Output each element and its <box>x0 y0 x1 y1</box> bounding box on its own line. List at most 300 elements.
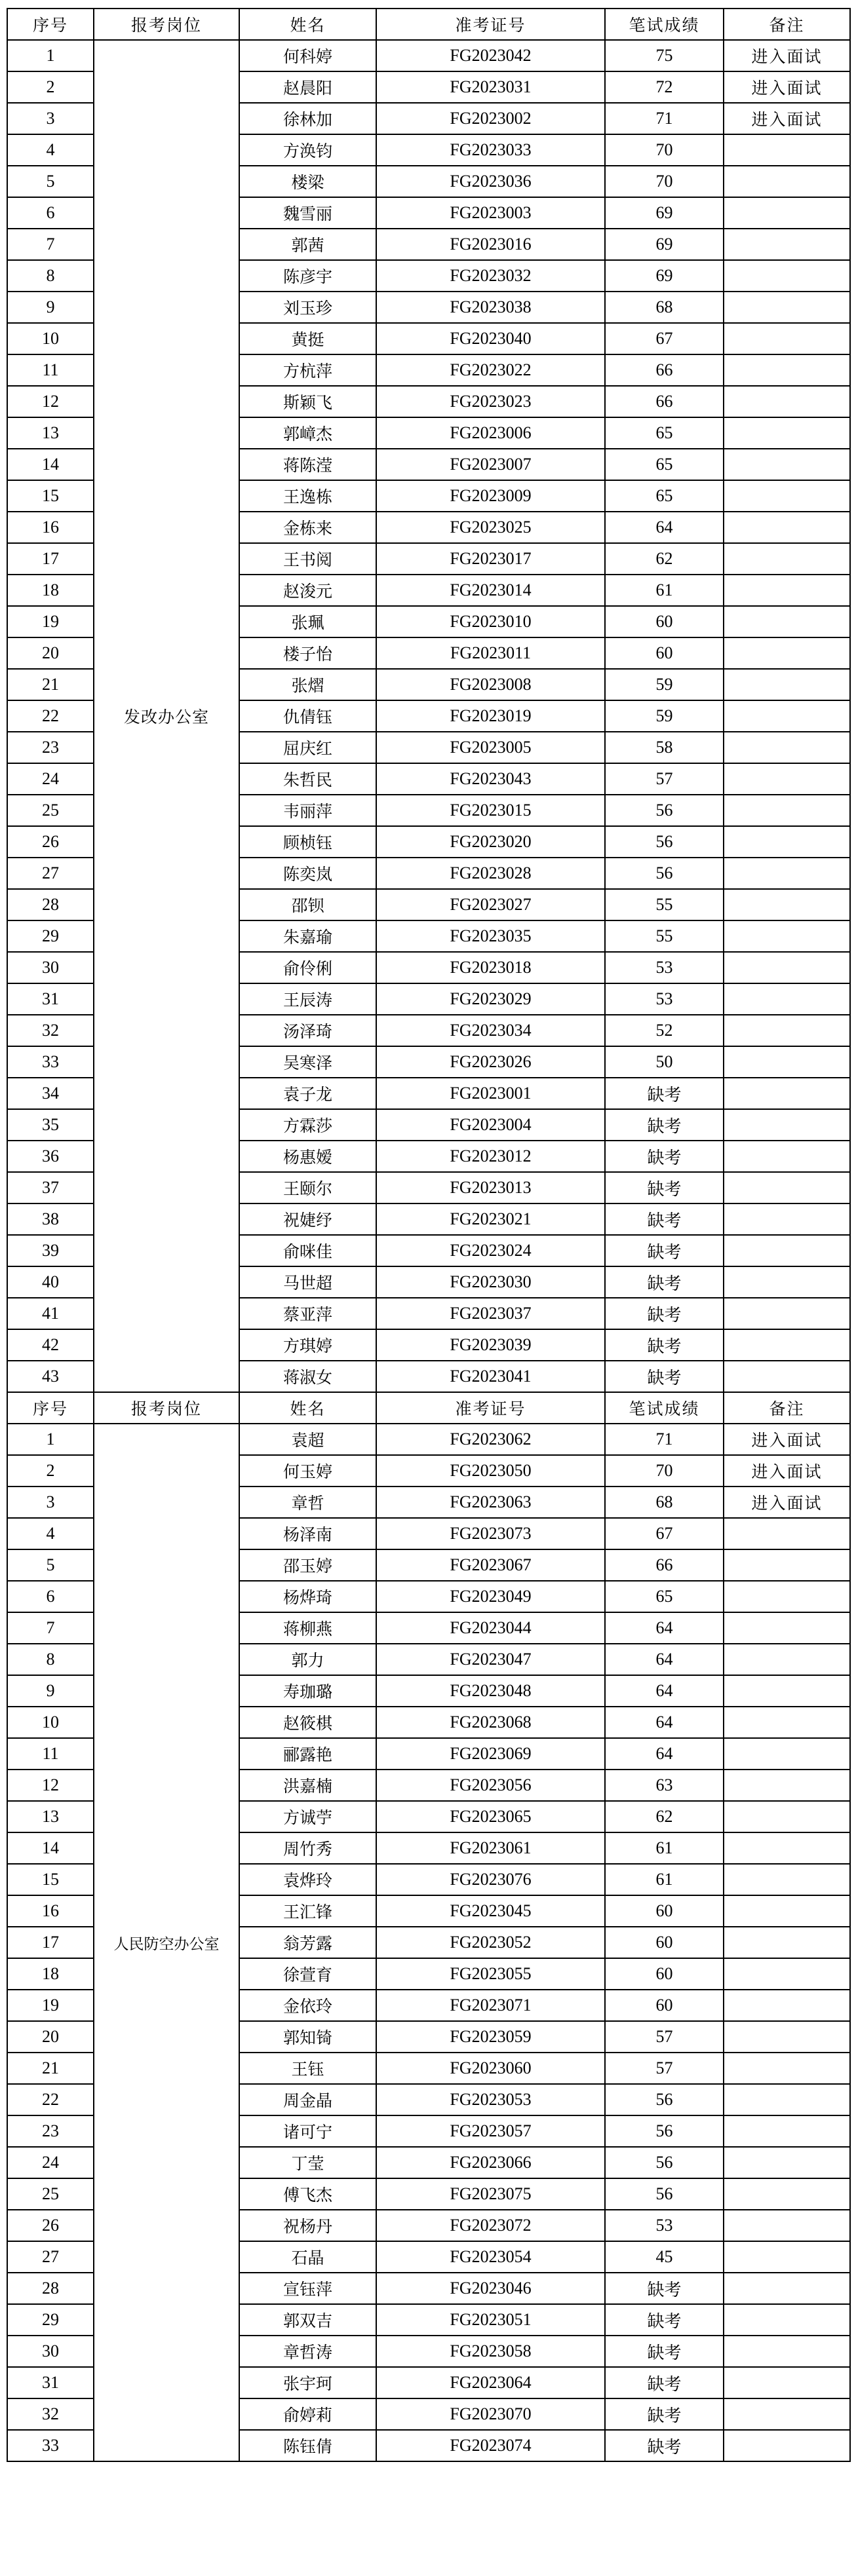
candidate-name-cell: 方琪婷 <box>239 1329 376 1361</box>
admission-id-cell: FG2023035 <box>376 920 605 952</box>
admission-id-cell: FG2023004 <box>376 1109 605 1141</box>
candidate-name-cell: 郭力 <box>239 1644 376 1675</box>
serial-no-cell: 32 <box>7 1015 94 1046</box>
remarks-cell <box>724 2084 850 2115</box>
written-score-cell: 64 <box>605 1707 724 1738</box>
post-cell: 发改办公室 <box>94 40 239 1392</box>
serial-no-cell: 35 <box>7 1109 94 1141</box>
serial-no-cell: 24 <box>7 2147 94 2178</box>
admission-id-cell: FG2023073 <box>376 1518 605 1549</box>
remarks-cell: 进入面试 <box>724 103 850 134</box>
admission-id-cell: FG2023042 <box>376 40 605 71</box>
remarks-cell <box>724 575 850 606</box>
written-score-cell: 缺考 <box>605 1203 724 1235</box>
written-score-cell: 53 <box>605 2210 724 2241</box>
candidate-name-cell: 张宇珂 <box>239 2367 376 2398</box>
written-score-cell: 61 <box>605 575 724 606</box>
admission-id-cell: FG2023040 <box>376 323 605 354</box>
admission-id-cell: FG2023003 <box>376 197 605 229</box>
written-score-cell: 72 <box>605 71 724 103</box>
remarks-cell <box>724 1990 850 2021</box>
remarks-cell <box>724 1203 850 1235</box>
serial-no-cell: 14 <box>7 1832 94 1864</box>
admission-id-cell: FG2023072 <box>376 2210 605 2241</box>
written-score-cell: 缺考 <box>605 1329 724 1361</box>
header-admission-id: 准考证号 <box>376 9 605 40</box>
candidate-name-cell: 吴寒泽 <box>239 1046 376 1078</box>
admission-id-cell: FG2023044 <box>376 1612 605 1644</box>
candidate-name-cell: 仇倩钰 <box>239 700 376 732</box>
written-score-cell: 缺考 <box>605 2273 724 2304</box>
written-score-cell: 71 <box>605 1424 724 1455</box>
written-score-cell: 65 <box>605 480 724 512</box>
remarks-cell <box>724 983 850 1015</box>
written-score-cell: 60 <box>605 637 724 669</box>
serial-no-cell: 8 <box>7 260 94 292</box>
written-score-cell: 53 <box>605 952 724 983</box>
remarks-cell <box>724 1266 850 1298</box>
serial-no-cell: 29 <box>7 920 94 952</box>
serial-no-cell: 31 <box>7 983 94 1015</box>
remarks-cell <box>724 1864 850 1895</box>
admission-id-cell: FG2023005 <box>376 732 605 763</box>
candidate-name-cell: 蔡亚萍 <box>239 1298 376 1329</box>
candidate-name-cell: 朱哲民 <box>239 763 376 795</box>
admission-id-cell: FG2023010 <box>376 606 605 637</box>
candidate-name-cell: 韦丽萍 <box>239 795 376 826</box>
admission-id-cell: FG2023017 <box>376 543 605 575</box>
candidate-name-cell: 章哲 <box>239 1487 376 1518</box>
serial-no-cell: 25 <box>7 795 94 826</box>
written-score-cell: 55 <box>605 920 724 952</box>
remarks-cell <box>724 2115 850 2147</box>
remarks-cell <box>724 1644 850 1675</box>
remarks-cell <box>724 1832 850 1864</box>
admission-id-cell: FG2023070 <box>376 2398 605 2430</box>
admission-id-cell: FG2023007 <box>376 449 605 480</box>
serial-no-cell: 21 <box>7 669 94 700</box>
serial-no-cell: 7 <box>7 1612 94 1644</box>
written-score-cell: 57 <box>605 763 724 795</box>
candidate-name-cell: 魏雪丽 <box>239 197 376 229</box>
remarks-cell <box>724 166 850 197</box>
admission-id-cell: FG2023006 <box>376 417 605 449</box>
post-cell: 人民防空办公室 <box>94 1424 239 2461</box>
remarks-cell <box>724 2367 850 2398</box>
remarks-cell <box>724 1078 850 1109</box>
candidate-name-cell: 汤泽琦 <box>239 1015 376 1046</box>
admission-id-cell: FG2023036 <box>376 166 605 197</box>
serial-no-cell: 36 <box>7 1141 94 1172</box>
table-row <box>7 40 850 71</box>
written-score-cell: 缺考 <box>605 1172 724 1203</box>
serial-no-cell: 8 <box>7 1644 94 1675</box>
remarks-cell <box>724 2147 850 2178</box>
remarks-cell <box>724 1927 850 1958</box>
candidate-name-cell: 赵晨阳 <box>239 71 376 103</box>
serial-no-cell: 27 <box>7 858 94 889</box>
serial-no-cell: 1 <box>7 1424 94 1455</box>
remarks-cell <box>724 417 850 449</box>
written-score-cell: 60 <box>605 1958 724 1990</box>
serial-no-cell: 32 <box>7 2398 94 2430</box>
written-score-cell: 66 <box>605 354 724 386</box>
admission-id-cell: FG2023024 <box>376 1235 605 1266</box>
candidate-name-cell: 周竹秀 <box>239 1832 376 1864</box>
written-score-cell: 65 <box>605 449 724 480</box>
candidate-name-cell: 马世超 <box>239 1266 376 1298</box>
remarks-cell <box>724 1298 850 1329</box>
admission-id-cell: FG2023068 <box>376 1707 605 1738</box>
candidate-name-cell: 蒋淑女 <box>239 1361 376 1392</box>
serial-no-cell: 1 <box>7 40 94 71</box>
written-score-cell: 70 <box>605 166 724 197</box>
remarks-cell <box>724 386 850 417</box>
admission-id-cell: FG2023008 <box>376 669 605 700</box>
serial-no-cell: 21 <box>7 2053 94 2084</box>
written-score-cell: 缺考 <box>605 2430 724 2461</box>
candidate-name-cell: 章哲涛 <box>239 2336 376 2367</box>
remarks-cell <box>724 1235 850 1266</box>
admission-id-cell: FG2023055 <box>376 1958 605 1990</box>
candidate-name-cell: 石晶 <box>239 2241 376 2273</box>
candidate-name-cell: 赵筱棋 <box>239 1707 376 1738</box>
admission-id-cell: FG2023011 <box>376 637 605 669</box>
remarks-cell <box>724 1675 850 1707</box>
remarks-cell <box>724 2336 850 2367</box>
serial-no-cell: 11 <box>7 354 94 386</box>
serial-no-cell: 19 <box>7 1990 94 2021</box>
serial-no-cell: 2 <box>7 1455 94 1487</box>
remarks-cell <box>724 1015 850 1046</box>
remarks-cell <box>724 2398 850 2430</box>
written-score-cell: 50 <box>605 1046 724 1078</box>
remarks-cell <box>724 2273 850 2304</box>
results-table-body <box>7 9 850 2461</box>
remarks-cell <box>724 1581 850 1612</box>
written-score-cell: 缺考 <box>605 2336 724 2367</box>
candidate-name-cell: 方诚苧 <box>239 1801 376 1832</box>
serial-no-cell: 15 <box>7 1864 94 1895</box>
candidate-name-cell: 金依玲 <box>239 1990 376 2021</box>
remarks-cell <box>724 512 850 543</box>
written-score-cell: 70 <box>605 134 724 166</box>
candidate-name-cell: 王钰 <box>239 2053 376 2084</box>
candidate-name-cell: 方杭萍 <box>239 354 376 386</box>
serial-no-cell: 26 <box>7 2210 94 2241</box>
serial-no-cell: 33 <box>7 2430 94 2461</box>
admission-id-cell: FG2023058 <box>376 2336 605 2367</box>
serial-no-cell: 5 <box>7 166 94 197</box>
admission-id-cell: FG2023034 <box>376 1015 605 1046</box>
remarks-cell <box>724 1329 850 1361</box>
written-score-cell: 缺考 <box>605 2398 724 2430</box>
remarks-cell <box>724 1895 850 1927</box>
header-post: 报考岗位 <box>94 1392 239 1424</box>
candidate-name-cell: 丁莹 <box>239 2147 376 2178</box>
serial-no-cell: 28 <box>7 2273 94 2304</box>
written-score-cell: 75 <box>605 40 724 71</box>
admission-id-cell: FG2023021 <box>376 1203 605 1235</box>
remarks-cell <box>724 480 850 512</box>
serial-no-cell: 13 <box>7 417 94 449</box>
admission-id-cell: FG2023022 <box>376 354 605 386</box>
remarks-cell <box>724 2430 850 2461</box>
serial-no-cell: 3 <box>7 103 94 134</box>
admission-id-cell: FG2023012 <box>376 1141 605 1172</box>
serial-no-cell: 19 <box>7 606 94 637</box>
serial-no-cell: 3 <box>7 1487 94 1518</box>
serial-no-cell: 16 <box>7 1895 94 1927</box>
candidate-name-cell: 祝杨丹 <box>239 2210 376 2241</box>
remarks-cell <box>724 2178 850 2210</box>
remarks-cell <box>724 449 850 480</box>
admission-id-cell: FG2023061 <box>376 1832 605 1864</box>
candidate-name-cell: 郭嶂杰 <box>239 417 376 449</box>
admission-id-cell: FG2023076 <box>376 1864 605 1895</box>
admission-id-cell: FG2023053 <box>376 2084 605 2115</box>
written-score-cell: 缺考 <box>605 1078 724 1109</box>
candidate-name-cell: 屈庆红 <box>239 732 376 763</box>
admission-id-cell: FG2023057 <box>376 2115 605 2147</box>
admission-id-cell: FG2023023 <box>376 386 605 417</box>
admission-id-cell: FG2023060 <box>376 2053 605 2084</box>
candidate-name-cell: 何玉婷 <box>239 1455 376 1487</box>
serial-no-cell: 20 <box>7 2021 94 2053</box>
written-score-cell: 71 <box>605 103 724 134</box>
written-score-cell: 59 <box>605 700 724 732</box>
admission-id-cell: FG2023059 <box>376 2021 605 2053</box>
remarks-cell <box>724 1958 850 1990</box>
candidate-name-cell: 顾桢钰 <box>239 826 376 858</box>
candidate-name-cell: 金栋来 <box>239 512 376 543</box>
candidate-name-cell: 袁超 <box>239 1424 376 1455</box>
candidate-name-cell: 朱嘉瑜 <box>239 920 376 952</box>
written-score-cell: 64 <box>605 1675 724 1707</box>
candidate-name-cell: 周金晶 <box>239 2084 376 2115</box>
table-header-row <box>7 9 850 40</box>
admission-id-cell: FG2023051 <box>376 2304 605 2336</box>
admission-id-cell: FG2023054 <box>376 2241 605 2273</box>
written-score-cell: 56 <box>605 2084 724 2115</box>
candidate-name-cell: 王颐尔 <box>239 1172 376 1203</box>
written-score-cell: 65 <box>605 1581 724 1612</box>
remarks-cell <box>724 2210 850 2241</box>
candidate-name-cell: 张熠 <box>239 669 376 700</box>
exam-results-table <box>7 8 851 2462</box>
remarks-cell <box>724 700 850 732</box>
remarks-cell <box>724 292 850 323</box>
admission-id-cell: FG2023026 <box>376 1046 605 1078</box>
admission-id-cell: FG2023043 <box>376 763 605 795</box>
admission-id-cell: FG2023001 <box>376 1078 605 1109</box>
candidate-name-cell: 俞婷莉 <box>239 2398 376 2430</box>
written-score-cell: 58 <box>605 732 724 763</box>
remarks-cell <box>724 1801 850 1832</box>
serial-no-cell: 30 <box>7 2336 94 2367</box>
candidate-name-cell: 祝婕纾 <box>239 1203 376 1235</box>
admission-id-cell: FG2023031 <box>376 71 605 103</box>
written-score-cell: 64 <box>605 1644 724 1675</box>
written-score-cell: 64 <box>605 1612 724 1644</box>
candidate-name-cell: 宣钰萍 <box>239 2273 376 2304</box>
remarks-cell: 进入面试 <box>724 1424 850 1455</box>
candidate-name-cell: 蒋柳燕 <box>239 1612 376 1644</box>
serial-no-cell: 39 <box>7 1235 94 1266</box>
serial-no-cell: 10 <box>7 323 94 354</box>
remarks-cell <box>724 1770 850 1801</box>
candidate-name-cell: 王逸栋 <box>239 480 376 512</box>
header-remarks: 备注 <box>724 1392 850 1424</box>
written-score-cell: 62 <box>605 1801 724 1832</box>
serial-no-cell: 33 <box>7 1046 94 1078</box>
admission-id-cell: FG2023002 <box>376 103 605 134</box>
remarks-cell <box>724 889 850 920</box>
candidate-name-cell: 郭双吉 <box>239 2304 376 2336</box>
serial-no-cell: 12 <box>7 1770 94 1801</box>
candidate-name-cell: 寿珈璐 <box>239 1675 376 1707</box>
serial-no-cell: 22 <box>7 700 94 732</box>
admission-id-cell: FG2023038 <box>376 292 605 323</box>
remarks-cell <box>724 543 850 575</box>
serial-no-cell: 7 <box>7 229 94 260</box>
serial-no-cell: 16 <box>7 512 94 543</box>
written-score-cell: 64 <box>605 1738 724 1770</box>
remarks-cell <box>724 260 850 292</box>
serial-no-cell: 9 <box>7 292 94 323</box>
written-score-cell: 59 <box>605 669 724 700</box>
remarks-cell <box>724 1612 850 1644</box>
remarks-cell <box>724 1707 850 1738</box>
candidate-name-cell: 陈彦宇 <box>239 260 376 292</box>
admission-id-cell: FG2023074 <box>376 2430 605 2461</box>
admission-id-cell: FG2023066 <box>376 2147 605 2178</box>
admission-id-cell: FG2023063 <box>376 1487 605 1518</box>
serial-no-cell: 15 <box>7 480 94 512</box>
written-score-cell: 66 <box>605 1549 724 1581</box>
written-score-cell: 68 <box>605 1487 724 1518</box>
candidate-name-cell: 赵浚元 <box>239 575 376 606</box>
written-score-cell: 62 <box>605 543 724 575</box>
table-header-row <box>7 1392 850 1424</box>
candidate-name-cell: 楼子怡 <box>239 637 376 669</box>
candidate-name-cell: 傅飞杰 <box>239 2178 376 2210</box>
serial-no-cell: 6 <box>7 1581 94 1612</box>
serial-no-cell: 14 <box>7 449 94 480</box>
serial-no-cell: 26 <box>7 826 94 858</box>
written-score-cell: 66 <box>605 386 724 417</box>
admission-id-cell: FG2023033 <box>376 134 605 166</box>
written-score-cell: 60 <box>605 1895 724 1927</box>
remarks-cell <box>724 795 850 826</box>
admission-id-cell: FG2023046 <box>376 2273 605 2304</box>
remarks-cell: 进入面试 <box>724 1487 850 1518</box>
written-score-cell: 缺考 <box>605 1361 724 1392</box>
remarks-cell: 进入面试 <box>724 40 850 71</box>
candidate-name-cell: 翁芳露 <box>239 1927 376 1958</box>
written-score-cell: 56 <box>605 2147 724 2178</box>
candidate-name-cell: 俞咪佳 <box>239 1235 376 1266</box>
written-score-cell: 缺考 <box>605 1298 724 1329</box>
remarks-cell <box>724 637 850 669</box>
candidate-name-cell: 郭知锜 <box>239 2021 376 2053</box>
remarks-cell <box>724 2053 850 2084</box>
remarks-cell <box>724 197 850 229</box>
admission-id-cell: FG2023029 <box>376 983 605 1015</box>
written-score-cell: 53 <box>605 983 724 1015</box>
written-score-cell: 67 <box>605 323 724 354</box>
candidate-name-cell: 方霖莎 <box>239 1109 376 1141</box>
written-score-cell: 56 <box>605 858 724 889</box>
written-score-cell: 缺考 <box>605 1109 724 1141</box>
candidate-name-cell: 王书阅 <box>239 543 376 575</box>
candidate-name-cell: 张珮 <box>239 606 376 637</box>
written-score-cell: 60 <box>605 1990 724 2021</box>
header-post: 报考岗位 <box>94 9 239 40</box>
remarks-cell <box>724 1738 850 1770</box>
serial-no-cell: 10 <box>7 1707 94 1738</box>
serial-no-cell: 11 <box>7 1738 94 1770</box>
candidate-name-cell: 杨烨琦 <box>239 1581 376 1612</box>
candidate-name-cell: 蒋陈滢 <box>239 449 376 480</box>
written-score-cell: 60 <box>605 606 724 637</box>
remarks-cell <box>724 229 850 260</box>
written-score-cell: 55 <box>605 889 724 920</box>
admission-id-cell: FG2023028 <box>376 858 605 889</box>
serial-no-cell: 4 <box>7 134 94 166</box>
written-score-cell: 60 <box>605 1927 724 1958</box>
admission-id-cell: FG2023069 <box>376 1738 605 1770</box>
candidate-name-cell: 邵钡 <box>239 889 376 920</box>
admission-id-cell: FG2023027 <box>376 889 605 920</box>
admission-id-cell: FG2023013 <box>376 1172 605 1203</box>
admission-id-cell: FG2023052 <box>376 1927 605 1958</box>
written-score-cell: 67 <box>605 1518 724 1549</box>
header-name: 姓名 <box>239 1392 376 1424</box>
admission-id-cell: FG2023014 <box>376 575 605 606</box>
serial-no-cell: 23 <box>7 732 94 763</box>
written-score-cell: 56 <box>605 2178 724 2210</box>
candidate-name-cell: 袁子龙 <box>239 1078 376 1109</box>
remarks-cell: 进入面试 <box>724 1455 850 1487</box>
serial-no-cell: 29 <box>7 2304 94 2336</box>
written-score-cell: 57 <box>605 2021 724 2053</box>
serial-no-cell: 17 <box>7 1927 94 1958</box>
admission-id-cell: FG2023030 <box>376 1266 605 1298</box>
table-row <box>7 1424 850 1455</box>
candidate-name-cell: 徐萱育 <box>239 1958 376 1990</box>
admission-id-cell: FG2023009 <box>376 480 605 512</box>
serial-no-cell: 12 <box>7 386 94 417</box>
written-score-cell: 56 <box>605 826 724 858</box>
remarks-cell <box>724 952 850 983</box>
remarks-cell <box>724 1141 850 1172</box>
admission-id-cell: FG2023015 <box>376 795 605 826</box>
admission-id-cell: FG2023019 <box>376 700 605 732</box>
admission-id-cell: FG2023048 <box>376 1675 605 1707</box>
written-score-cell: 70 <box>605 1455 724 1487</box>
admission-id-cell: FG2023049 <box>376 1581 605 1612</box>
serial-no-cell: 24 <box>7 763 94 795</box>
admission-id-cell: FG2023064 <box>376 2367 605 2398</box>
remarks-cell <box>724 1046 850 1078</box>
admission-id-cell: FG2023050 <box>376 1455 605 1487</box>
admission-id-cell: FG2023018 <box>376 952 605 983</box>
serial-no-cell: 2 <box>7 71 94 103</box>
serial-no-cell: 18 <box>7 1958 94 1990</box>
candidate-name-cell: 刘玉珍 <box>239 292 376 323</box>
written-score-cell: 61 <box>605 1864 724 1895</box>
